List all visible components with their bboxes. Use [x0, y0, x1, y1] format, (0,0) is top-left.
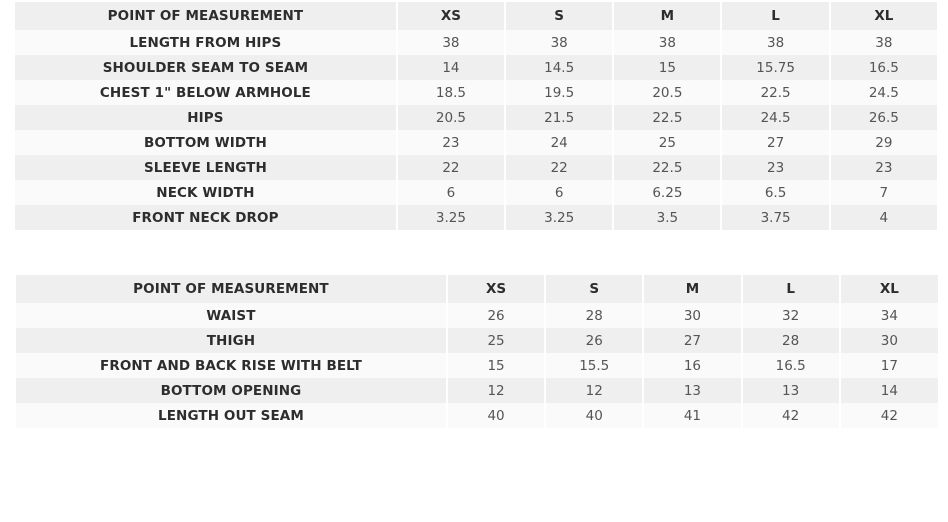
table-row [15, 130, 937, 155]
table-row [16, 403, 938, 428]
top-table-body [15, 2, 937, 230]
measurement-cell: 27 [644, 328, 740, 353]
table-row [16, 303, 938, 328]
header-size-3: M [644, 275, 740, 303]
measurement-cell: 17 [841, 353, 938, 378]
header-size-5: XL [841, 275, 938, 303]
measurement-cell: 3.75 [722, 205, 828, 230]
table-row [15, 105, 937, 130]
measurement-cell: 22 [506, 155, 612, 180]
measurement-cell: 20.5 [398, 105, 504, 130]
measurement-cell: 25 [448, 328, 544, 353]
table-row [15, 55, 937, 80]
header-size-5: XL [831, 2, 937, 30]
measurement-cell: 3.25 [506, 205, 612, 230]
measurement-cell: 14 [398, 55, 504, 80]
row-label: LENGTH OUT SEAM [16, 403, 446, 428]
measurement-cell: 18.5 [398, 80, 504, 105]
measurement-cell: 6 [398, 180, 504, 205]
table-header-row [15, 2, 937, 30]
measurement-cell: 3.5 [614, 205, 720, 230]
measurement-cell: 15 [614, 55, 720, 80]
header-size-4: L [743, 275, 839, 303]
table-row [15, 30, 937, 55]
measurement-cell: 7 [831, 180, 937, 205]
measurement-cell: 24.5 [722, 105, 828, 130]
measurement-cell: 38 [722, 30, 828, 55]
measurement-cell: 13 [743, 378, 839, 403]
measurement-cell: 26 [448, 303, 544, 328]
header-size-1: XS [448, 275, 544, 303]
measurement-cell: 19.5 [506, 80, 612, 105]
row-label: HIPS [15, 105, 396, 130]
measurement-cell: 3.25 [398, 205, 504, 230]
measurement-cell: 38 [614, 30, 720, 55]
measurement-cell: 13 [644, 378, 740, 403]
measurement-cell: 23 [831, 155, 937, 180]
measurement-cell: 38 [831, 30, 937, 55]
measurement-cell: 26 [546, 328, 642, 353]
measurement-cell: 42 [841, 403, 938, 428]
measurement-cell: 27 [722, 130, 828, 155]
measurement-cell: 14 [841, 378, 938, 403]
table-header-row [16, 275, 938, 303]
measurement-cell: 20.5 [614, 80, 720, 105]
row-label: SHOULDER SEAM TO SEAM [15, 55, 396, 80]
measurement-cell: 22 [398, 155, 504, 180]
row-label: FRONT AND BACK RISE WITH BELT [16, 353, 446, 378]
measurement-cell: 12 [546, 378, 642, 403]
measurement-cell: 34 [841, 303, 938, 328]
table-row [16, 328, 938, 353]
row-label: SLEEVE LENGTH [15, 155, 396, 180]
table-row [15, 80, 937, 105]
row-label: NECK WIDTH [15, 180, 396, 205]
table-row [15, 155, 937, 180]
measurement-cell: 28 [743, 328, 839, 353]
measurement-cell: 29 [831, 130, 937, 155]
table-row [15, 180, 937, 205]
measurement-cell: 15.75 [722, 55, 828, 80]
table-row [15, 205, 937, 230]
bottom-table-body [16, 275, 938, 428]
header-size-1: XS [398, 2, 504, 30]
table-row [16, 353, 938, 378]
top-size-table [13, 2, 939, 230]
measurement-cell: 14.5 [506, 55, 612, 80]
header-size-2: S [546, 275, 642, 303]
measurement-cell: 6.25 [614, 180, 720, 205]
header-point-of-measurement: POINT OF MEASUREMENT [15, 2, 396, 30]
measurement-cell: 16.5 [831, 55, 937, 80]
measurement-cell: 16 [644, 353, 740, 378]
header-size-2: S [506, 2, 612, 30]
bottom-size-table [14, 275, 940, 428]
row-label: BOTTOM WIDTH [15, 130, 396, 155]
measurement-cell: 25 [614, 130, 720, 155]
measurement-cell: 40 [448, 403, 544, 428]
measurement-cell: 22.5 [614, 155, 720, 180]
row-label: WAIST [16, 303, 446, 328]
measurement-cell: 38 [398, 30, 504, 55]
row-label: LENGTH FROM HIPS [15, 30, 396, 55]
measurement-cell: 26.5 [831, 105, 937, 130]
measurement-cell: 32 [743, 303, 839, 328]
measurement-cell: 28 [546, 303, 642, 328]
measurement-cell: 6.5 [722, 180, 828, 205]
measurement-cell: 38 [506, 30, 612, 55]
measurement-cell: 15.5 [546, 353, 642, 378]
measurement-cell: 30 [841, 328, 938, 353]
measurement-cell: 16.5 [743, 353, 839, 378]
row-label: THIGH [16, 328, 446, 353]
measurement-cell: 24 [506, 130, 612, 155]
measurement-cell: 30 [644, 303, 740, 328]
row-label: CHEST 1" BELOW ARMHOLE [15, 80, 396, 105]
measurement-cell: 21.5 [506, 105, 612, 130]
measurement-cell: 12 [448, 378, 544, 403]
table-row [16, 378, 938, 403]
row-label: BOTTOM OPENING [16, 378, 446, 403]
header-size-4: L [722, 2, 828, 30]
header-point-of-measurement: POINT OF MEASUREMENT [16, 275, 446, 303]
measurement-cell: 23 [722, 155, 828, 180]
measurement-cell: 6 [506, 180, 612, 205]
measurement-cell: 24.5 [831, 80, 937, 105]
measurement-cell: 22.5 [722, 80, 828, 105]
measurement-cell: 41 [644, 403, 740, 428]
measurement-cell: 42 [743, 403, 839, 428]
header-size-3: M [614, 2, 720, 30]
measurement-cell: 4 [831, 205, 937, 230]
measurement-cell: 23 [398, 130, 504, 155]
measurement-cell: 40 [546, 403, 642, 428]
row-label: FRONT NECK DROP [15, 205, 396, 230]
measurement-cell: 15 [448, 353, 544, 378]
measurement-cell: 22.5 [614, 105, 720, 130]
